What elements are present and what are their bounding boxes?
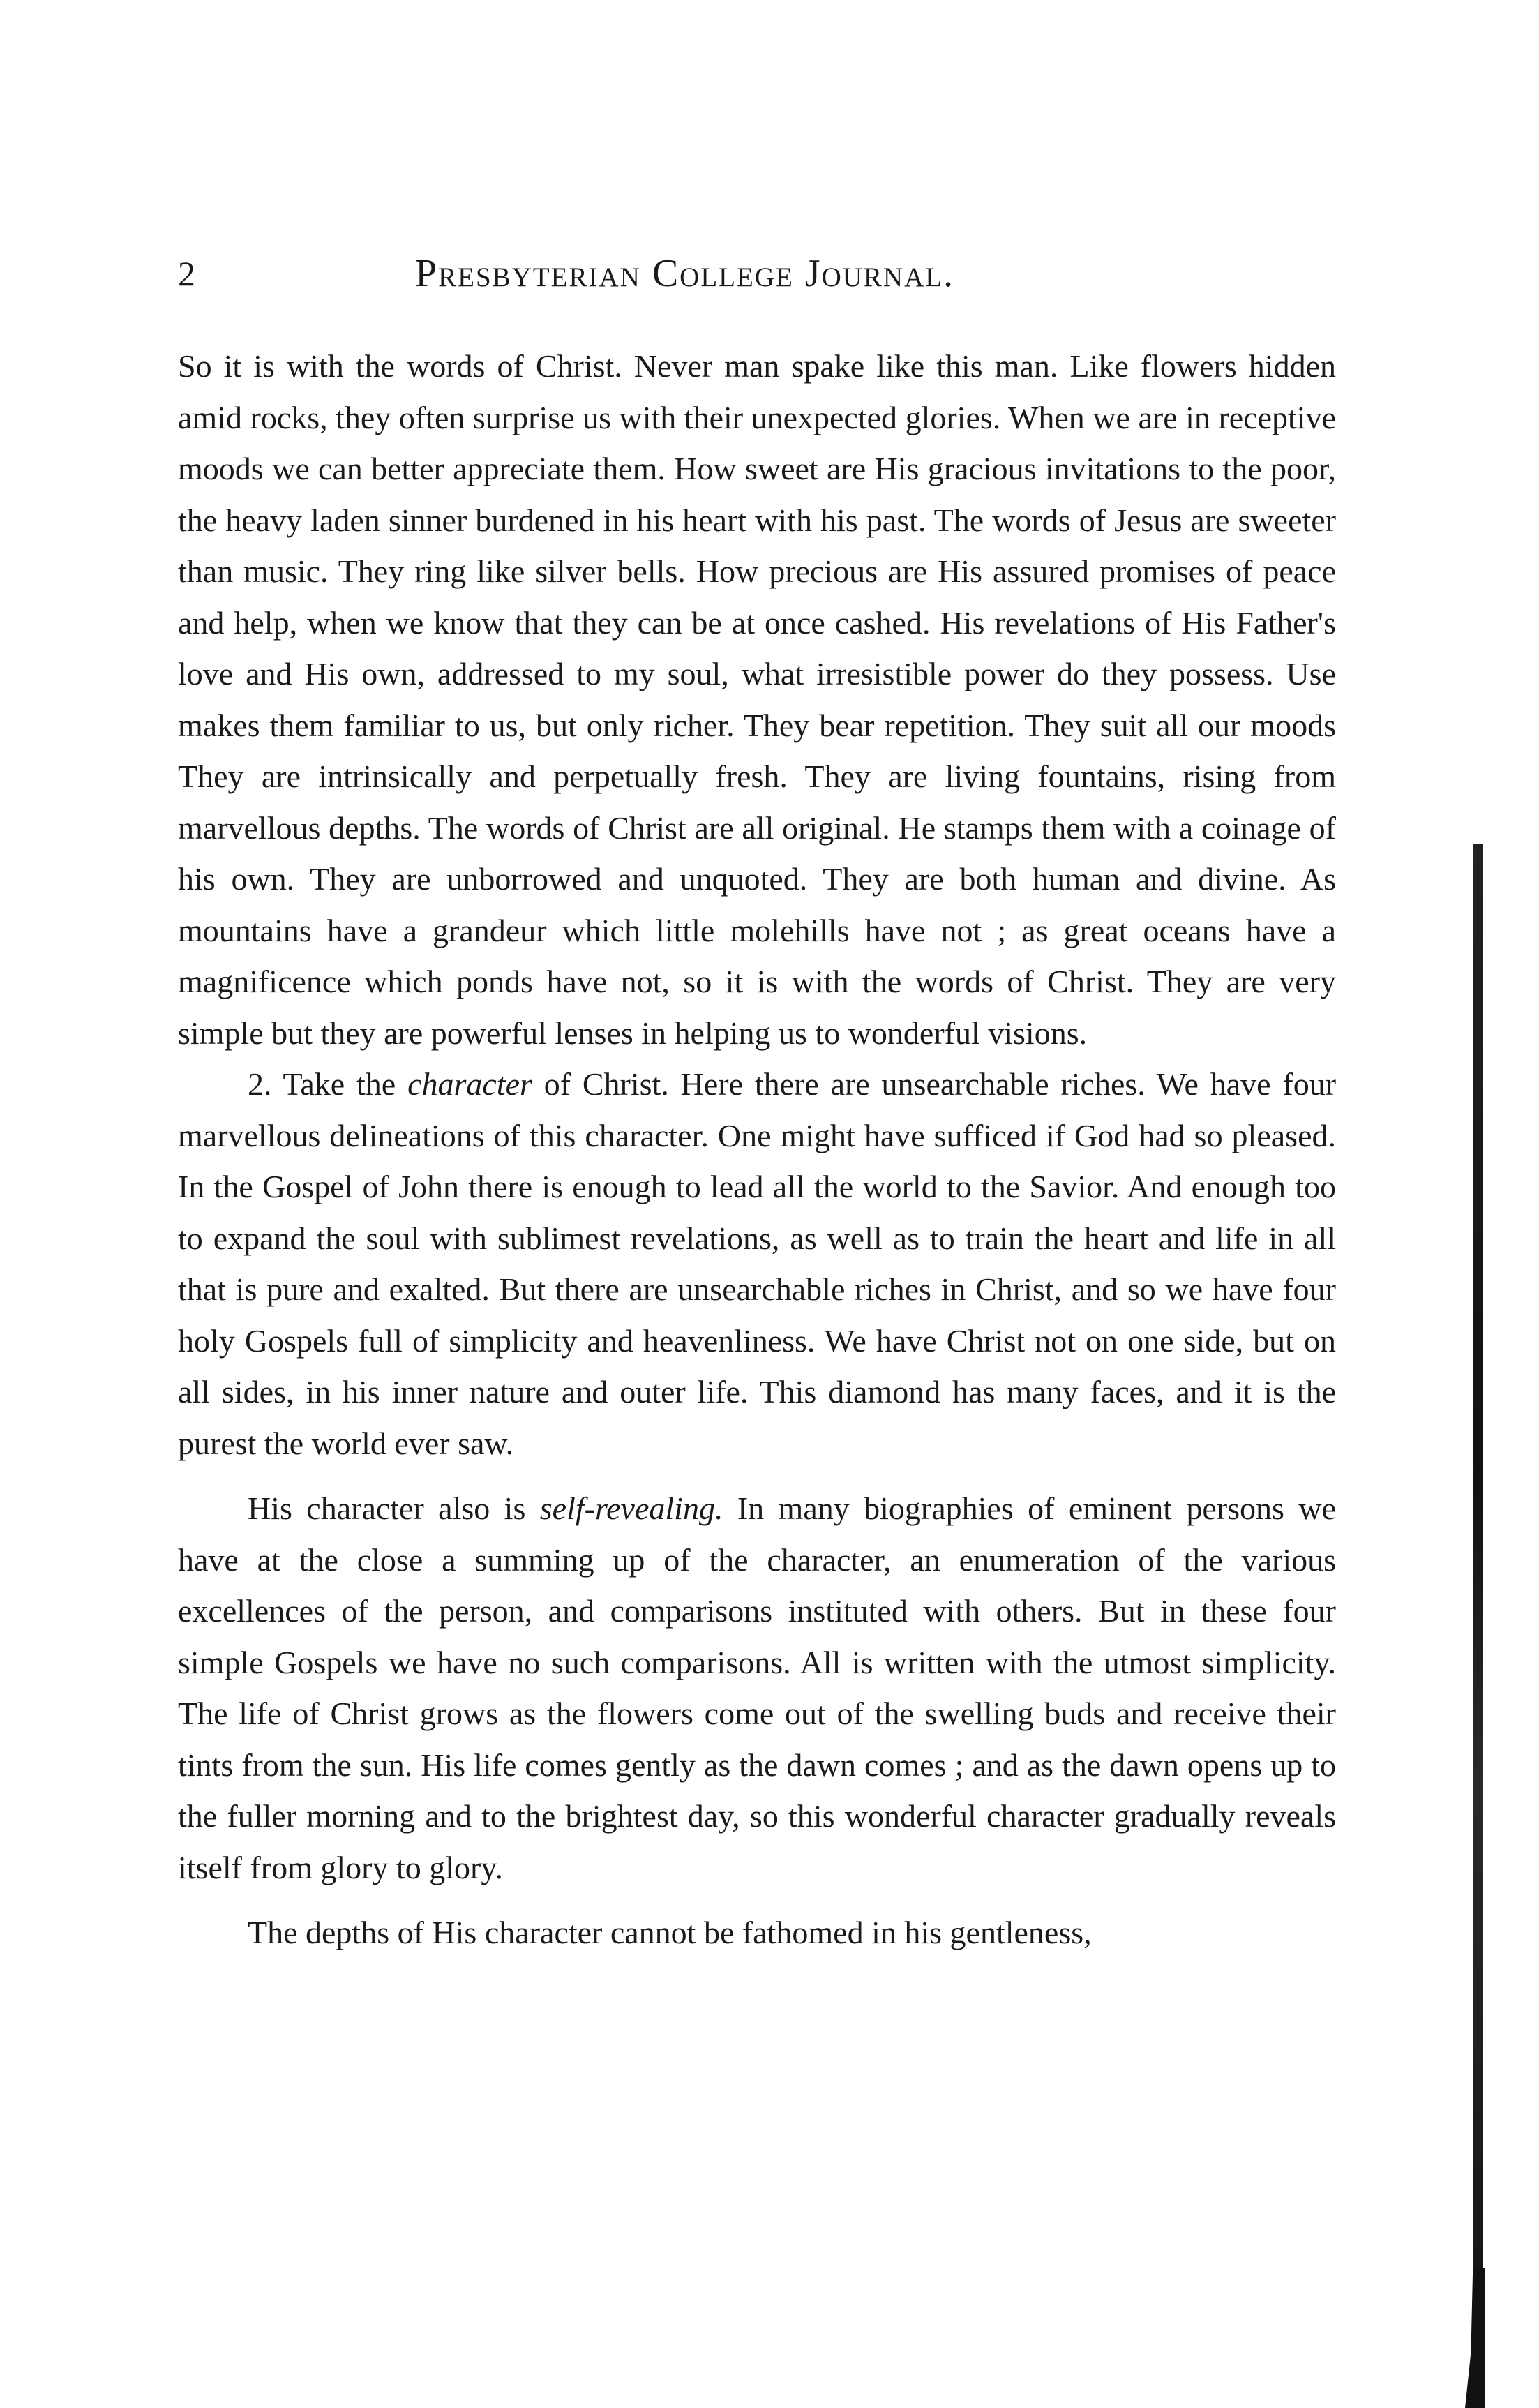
scan-binding-edge: [1469, 844, 1485, 2408]
page-number: 2: [178, 254, 195, 293]
emphasis-self-revealing: self-revealing.: [539, 1490, 723, 1526]
running-head: Presbyterian College Journal.: [415, 252, 955, 295]
paragraph-body: of Christ. Here there are unsearchable riches. We have four marvellous delineations of this character. One might have sufficed if God had so pleased. In the Gospel of John there is enough to lead all the world to the Savior. And enough too to expand the soul with sublimest revelations, as well as to train the heart and life in all that is pure and exalted. But there are unsearchable riches in Christ, and so we have four holy Gospels full of simplicity and heavenliness. We have Christ not on one side, but on all sides, in his inner nature and outer life. This diamond has many faces, and it is the purest the world ever saw.: [178, 1066, 1337, 1461]
paragraph-self-revealing: [178, 1483, 1336, 1893]
paragraph-body: In many biographies of eminent persons we have at the close a summing up of the character, an enumeration of the various excellences of the person, and comparisons instituted with others. But in these four simple Gospels we have no such comparisons. All is written with the utmost simplicity. The life of Christ grows as the flowers come out of the swelling buds and receive their tints from the sun. His life comes gently as the dawn comes ; and as the dawn opens up to the fuller morning and to the brightest day, so this wonderful character gradually reveals itself from glory to glory.: [178, 1490, 1336, 1885]
paragraph-lead: 2. Take the: [248, 1066, 396, 1102]
page-header: [178, 246, 1336, 301]
paragraph-lead: His character also is: [248, 1490, 526, 1526]
emphasis-character: character: [407, 1066, 532, 1102]
body-text: [178, 341, 1336, 1959]
paragraph-character-of-christ: [178, 1059, 1336, 1469]
paragraph-words-of-christ: So it is with the words of Christ. Never man spake like this man. Like flowers hidden amid rocks, they often surprise us with their unexpected glories. When we are in receptive moods we can better appreciate them. How sweet are His gracious invitations to the poor, the heavy laden sinner burdened in his heart with his past. The words of Jesus are sweeter than music. They ring like silver bells. How precious are His assured promises of peace and help, when we know that they can be at once cashed. His revelations of His Father's love and His own, addressed to my soul, what irresistible power do they possess. Use makes them familiar to us, but only richer. They bear repetition. They suit all our moods They are intrinsically and perpetually fresh. They are living fountains, rising from marvellous depths. The words of Christ are all original. He stamps them with a coinage of his own. They are unborrowed and unquoted. They are both human and divine. As mountains have a grandeur which little molehills have not ; as great oceans have a magnificence which ponds have not, so it is with the words of Christ. They are very simple but they are powerful lenses in helping us to wonderful visions.: [178, 348, 1336, 1051]
paragraph-depths: The depths of His character cannot be fathomed in his gentleness,: [248, 1915, 1092, 1950]
